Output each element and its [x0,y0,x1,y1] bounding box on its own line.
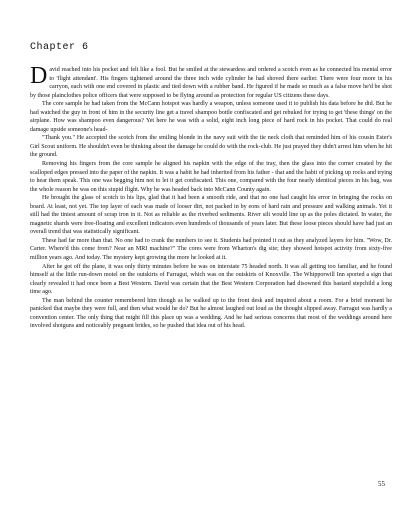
paragraph: Removing his fingers from the core sample he aligned his napkin with the edge of the tray, then the glass into the corner created by the scalloped edges pressed into the paper of the napkin. It was a habit he had inherited from his father - that and the habit of picking up rocks and trying to hear them speak. This one was begging him not to let it get confiscated. This one, compared with the four nearly identical pieces in his bag, was the whole reason he was on this stupid flight. Why he was headed back into McCann County again. [30,161,392,193]
paragraph-text: avid reached into his pocket and felt like a fool. But he smiled at the stewardess and ordered a scotch even as he connected his mental error to 'flight attendant'. His fingers tightened around the three inch wide cylinder he had shoved there earlier. There were four more in his carryon, each with one end covered in plastic and tied down with a rubber band. He figured if he made so much as a false move he'd be shot by those plainclothes police officers that were supposed to be flying around as protection for regular US citizens these days. [30,67,392,99]
paragraph: After he got off the plane, it was only thirty minutes before he was on interstate 75 headed north. It was all getting too familiar, and he found himself at the little run-down motel on the outskirts of Farragut, which was on the outskirts of Knoxville. The Whipporwill Inn sported a sign that clearly revealed it had once been a Best Western. David was certain that the Best Western Corporation had disowned this bastard stepchild a long time ago. [30,263,392,296]
paragraph: The core sample he had taken from the McCann hotspot was hardly a weapon, unless someone used it to publish his data before he did. But he had watched the guy in front of him in the security line get a travel shampoo bottle confiscated and get rebuked for trying to get 'these things' on the airplane. How was shampoo even dangerous? Yet here he was with a solid, eight inch long piece of hard rock in his pocket. That could do real damage upside someone's head- [30,101,392,133]
paragraph: "Thank you." He accepted the scotch from the smiling blonde in the navy suit with the tie neck cloth that reminded him of his cousin Ester's Girl Scout uniform. He shouldn't even be thinking about the damage he could do with the rock-club. He just prayed they didn't arrest him when he hit the ground. [30,135,392,159]
paragraph: The man behind the counter remembered him though as he walked up to the front desk and inquired about a room. For a brief moment he panicked that maybe they were full, and then what would he do? But he almost laughed out loud as the thought slipped away. Farragut was hardly a convention center. The only thing that might fill this place up was a wedding. And he had serious concerns that most of the weddings around here involved shotguns and noticeably pregnant brides, so he pushed that idea out of his head. [30,297,392,330]
paragraph [30,63,392,100]
page-number: 55 [378,480,385,488]
drop-cap: D [30,63,48,89]
chapter-heading: Chapter 6 [30,42,89,53]
chapter-body [30,63,392,331]
paragraph: He brought the glass of scotch to his lips, glad that it had been a smooth ride, and that no one had caught his error in bringing the rocks on board. At least, not yet. The top layer of each was made of looser dirt, not packed in by eons of hard rain and pressure and walking animals. Yet it still had the tiniest amount of scrap iron in it. Not as reliable as the riverbed sediments. River silt would line up as the poles dictated. In water, the magnetic shards were free-floating and excellent indicators even hundreds of thousands of years later. But these loose pieces should have had just an overall trend that was statistically significant. [30,195,392,236]
paragraph: These had far more than that. No one had to crank the numbers to see it. Students had pointed it out as they analyzed layers for him. "Wow, Dr. Carter. Where'd this come from? Near an MRI machine?" The cores were from Wharton's dig site; they showed hotspot activity from sixty-five million years ago. And today. The mystery kept growing the more he looked at it. [30,237,392,262]
